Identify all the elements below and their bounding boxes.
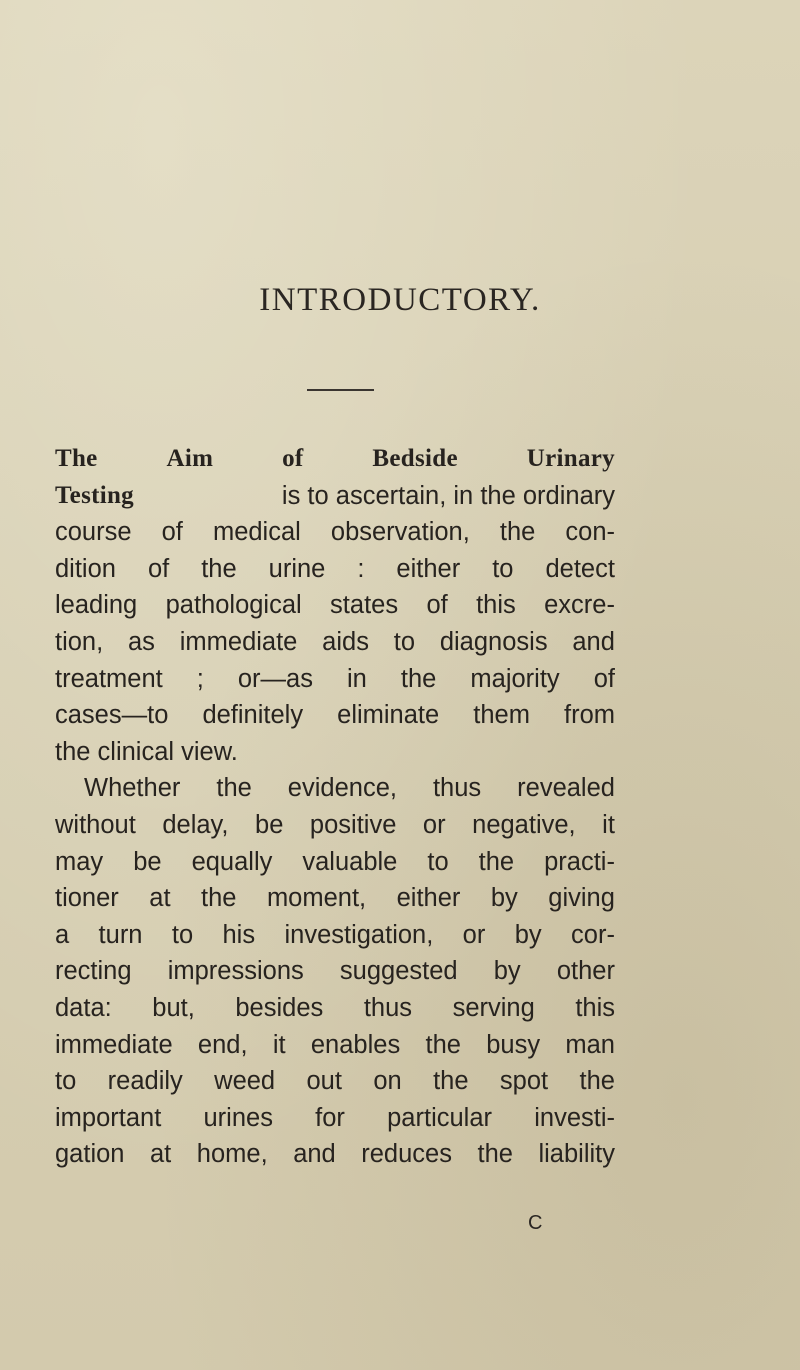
lead-word: The [55,445,98,472]
lead-word: Urinary [526,445,615,472]
text-line: to readily weed out on the spot the [55,1067,615,1096]
title-divider [307,389,374,391]
text-line: treatment ; or—as in the majority of [55,664,615,693]
text-line: tioner at the moment, either by giving [55,884,615,913]
text-line: immediate end, it enables the busy man [55,1030,615,1059]
lead-line-1 [55,441,615,478]
text-line: is to ascertain, in the ordinary [281,481,615,510]
text-line: course of medical observation, the con- [55,518,615,547]
text-line: leading pathological states of this excre- [55,591,615,620]
text-line: dition of the urine : either to detect [55,554,615,583]
text-line: recting impressions suggested by other [55,957,615,986]
text-line: data: but, besides thus serving this [55,993,615,1022]
lead-word: Aim [166,445,214,472]
lead-word: Testing [55,481,134,509]
text-line: gation at home, and reduces the liability [55,1140,615,1169]
text-line: Whether the evidence, thus revealed [84,774,615,803]
text-line: the clinical view. [55,737,238,766]
text-line: cases—to definitely eliminate them from [55,701,615,730]
lead-line-2 [55,478,615,515]
text-line: without delay, be positive or negative, it [55,810,615,839]
text-line: a turn to his investigation, or by cor- [55,920,615,949]
lead-word: Bedside [372,445,458,472]
page-title: INTRODUCTORY. [259,282,541,318]
text-line: important urines for particular investi- [55,1103,615,1132]
signature-mark: C [528,1212,543,1234]
text-line: may be equally valuable to the practi- [55,847,615,876]
text-line: tion, as immediate aids to diagnosis and [55,627,615,656]
lead-word: of [282,445,304,472]
body-text [55,441,615,1173]
